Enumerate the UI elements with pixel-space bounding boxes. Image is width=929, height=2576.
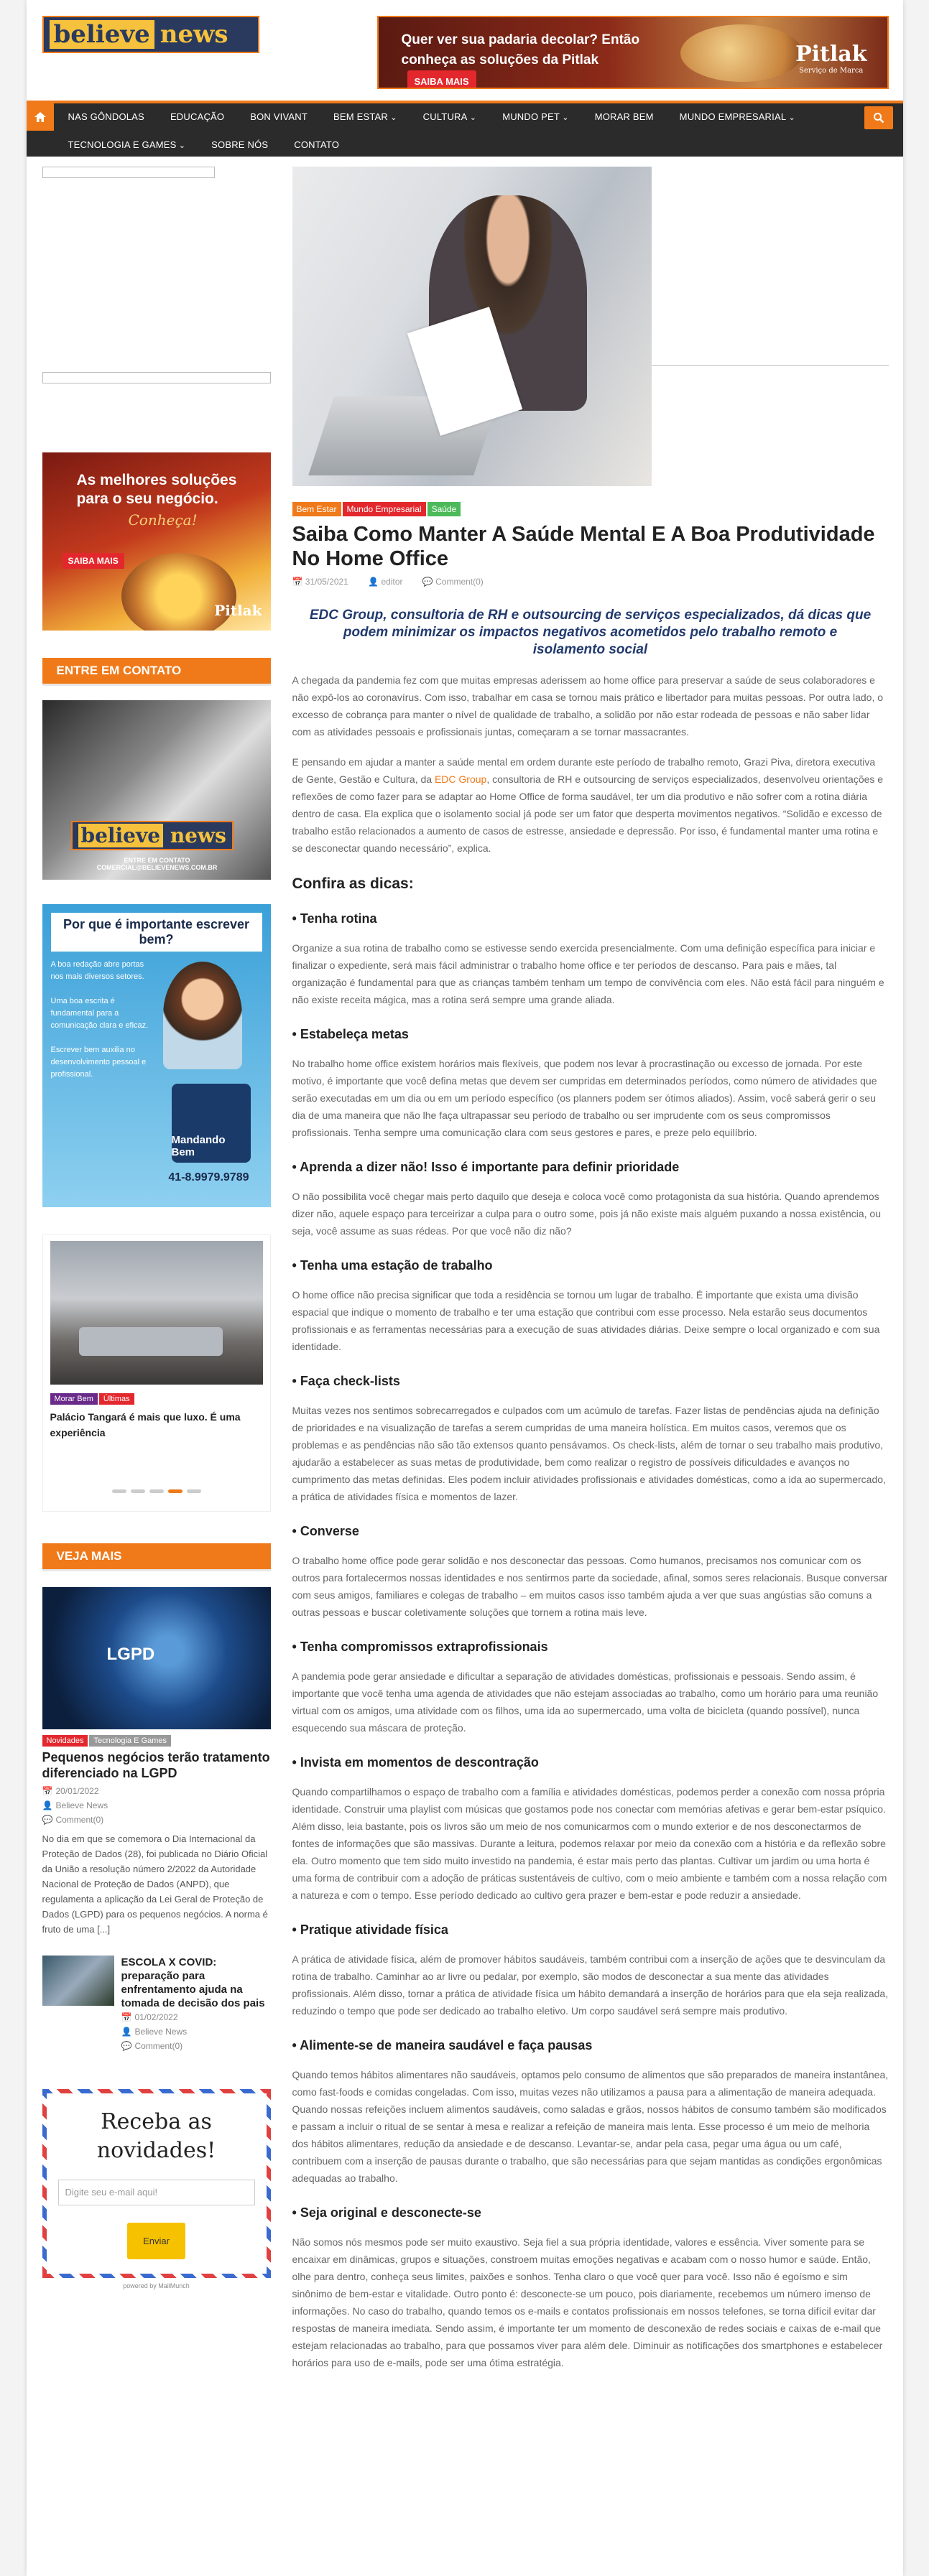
- small-post-thumb[interactable]: [42, 1956, 114, 2006]
- widget-title-contact: ENTRE EM CONTATO: [42, 658, 271, 686]
- article: [292, 167, 889, 2371]
- site-logo[interactable]: [42, 16, 259, 53]
- veja-excerpt: No dia em que se comemora o Dia Internacional da Proteção de Dados (28), foi publicada no Diário Oficial da União a resolução número 2/2022 da Autoridade Nacional de Proteção de Dados (ANPD), que regulamenta a aplicação da Lei Geral de Proteção de Dados (LGPD) para os pequenos negócios. A norma é fruto de uma [...]: [42, 1833, 268, 1935]
- posts-slider: [42, 1234, 271, 1512]
- main-nav: [27, 101, 903, 157]
- section-heading: • Pratique atividade física: [292, 1922, 889, 1938]
- article-title: Saiba Como Manter A Saúde Mental E A Boa Produtividade No Home Office: [292, 523, 875, 570]
- logo-word-believe: believe: [50, 20, 154, 49]
- tag-ultimas[interactable]: Últimas: [99, 1393, 134, 1405]
- article-hero-image: [292, 167, 652, 486]
- ad-title: As melhores soluções para o seu negócio.: [76, 472, 237, 507]
- section-paragraph: Organize a sua rotina de trabalho como se estivesse sendo exercida presencialmente. Com uma definição específica para iniciar e finalizar o expediente, será mais fácil administrar o trabalho home office e ter períodos de descanso. Para pais e mães, tal organização é fundamental para que as crianças também tenham um tempo de convivência com eles. Não está fácil para ninguém e não existe receita mágica, mas a rotina será sempre uma grande aliada.: [292, 942, 884, 1005]
- tag-saude[interactable]: Saúde: [427, 502, 461, 516]
- nav-item[interactable]: MUNDO EMPRESARIAL ⌄: [680, 103, 795, 131]
- slider-dots: [50, 1484, 263, 1497]
- tag-bem-estar[interactable]: Bem Estar: [292, 502, 341, 516]
- newsletter-submit-button[interactable]: Enviar: [127, 2223, 185, 2259]
- slider-dot[interactable]: [187, 1489, 201, 1493]
- veja-post-title[interactable]: Pequenos negócios terão tratamento diferenciado na LGPD: [42, 1750, 270, 1780]
- nav-item[interactable]: CULTURA ⌄: [423, 103, 477, 131]
- article-tags: [292, 502, 889, 516]
- slider-dot[interactable]: [149, 1489, 164, 1493]
- section-paragraph: Não somos nós mesmos pode ser muito exaustivo. Seja fiel a sua própria identidade, valores e essência. Viver somente para se encaixar em dinâmicas, grupos e situações, constroem muitas emoções negativas e acabam com o nosso humor e saúde. Então, olhe para dentro, conheça seus limites, paixões e sonhos. Tenha claro o que você quer para você. Isso não é egoísmo e sim sinônimo de bem-estar e vitalidade. Outro ponto é: desconecte-se um pouco, pois diariamente, recebemos um número imenso de informações. No caso do trabalho, quando temos os e-mails e contatos profissionais em nossos telefones, se torna difícil evitar dar respostas de maneira imediata. Sendo assim, é importante ter um momento de desconexão de redes sociais e caixas de e-mail que estejam relacionadas ao trabalho, para que possamos viver para além dele. Diminuir as notificações dos smartphones e estabelecer horários para uso de e-mails, pode ser uma ótima estratégia.: [292, 2236, 883, 2368]
- section-heading: • Invista em momentos de descontração: [292, 1755, 889, 1770]
- tag-morar-bem[interactable]: Morar Bem: [50, 1393, 98, 1405]
- small-post-comments[interactable]: 💬 Comment(0): [121, 2041, 183, 2051]
- banner-text: Quer ver sua padaria decolar? Então conheça as soluções da PitlakSAIBA MAIS: [402, 30, 646, 89]
- nav-item[interactable]: BEM ESTAR ⌄: [333, 103, 397, 131]
- section-heading: • Tenha uma estação de trabalho: [292, 1258, 889, 1273]
- tag-tecnologia[interactable]: Tecnologia E Games: [89, 1735, 171, 1747]
- nav-item[interactable]: BON VIVANT: [250, 111, 308, 122]
- section-paragraph: O trabalho home office pode gerar solidão e nos desconectar das pessoas. Como humanos, precisamos nos comunicar com os outros para fortalecermos nossas identidades e nos sentirmos parte da sociedade, afinal, somos seres relacionais. Busque conversar com seus amigos, familiares e colegas de trabalho – em muitos casos isso também ajuda a ver que suas angústias são comuns a outras pessoas e buscar coletivamente soluções que tornem a rotina mais leve.: [292, 1555, 888, 1618]
- small-post: [42, 1956, 271, 2053]
- section-heading: • Faça check-lists: [292, 1374, 889, 1389]
- search-icon[interactable]: [864, 106, 893, 129]
- banner-brand: Pitlak Serviço de Marca: [795, 42, 867, 75]
- section-heading: • Alimente-se de maneira saudável e faça pausas: [292, 2038, 889, 2053]
- header-ad-banner[interactable]: [377, 16, 889, 89]
- site-header: [27, 0, 903, 101]
- nav-item[interactable]: EDUCAÇÃO: [170, 111, 225, 122]
- nav-item[interactable]: CONTATO: [294, 139, 340, 150]
- article-author[interactable]: 👤 editor: [368, 577, 403, 587]
- section-paragraph: Quando temos hábitos alimentares não saudáveis, optamos pelo consumo de alimentos que são preparados de maneira instantânea, como fast-foods e comidas congeladas. Com isso, muitas vezes não utilizamos a pausa para a alimentação de maneira adequada. Quando nossas refeições incluem alimentos saudáveis, como saladas e grãos, nossos hábitos de consumo também são modificados e passam a incluir o ritual de se sentar à mesa e realizar a refeição de maneira mais lenta. Esse processo é um meio de melhoria dos hábitos alimentares, redução da ansiedade e de descanso. Levantar-se, andar pela casa, pegar uma água ou um café, contribuem com a inserção de pausas durante o trabalho, que são necessárias para que sejam mantidas as condições ergonômicas adequadas ao trabalho.: [292, 2069, 889, 2184]
- ad-cta[interactable]: SAIBA MAIS: [63, 553, 124, 569]
- tips-heading: Confira as dicas:: [292, 875, 414, 892]
- nav-item[interactable]: NAS GÔNDOLAS: [68, 111, 144, 122]
- section-paragraph: A pandemia pode gerar ansiedade e dificultar a separação de atividades domésticas, profissionais e pessoais. Sendo assim, é importante que você tenha uma agenda de atividades que não estejam associadas ao trabalho, como um horário para uma reunião virtual com os amigos, uma atividade com os filhos, uma ida ao supermercado, uma volta de bicicleta (quando possível), nunca esquecendo sua máscara de proteção.: [292, 1670, 879, 1734]
- ad2-brand: Mandando Bem: [172, 1084, 251, 1163]
- lgpd-image[interactable]: LGPD: [42, 1587, 271, 1729]
- sidebar-ad-pitlak[interactable]: [42, 452, 271, 631]
- contact-email: ENTRE EM CONTATO COMERCIAL@BELIEVENEWS.COM.BR: [96, 857, 218, 871]
- small-post-author[interactable]: 👤 Believe News: [121, 2027, 188, 2037]
- banner-cta[interactable]: SAIBA MAIS: [407, 70, 476, 89]
- section-paragraph: Quando compartilhamos o espaço de trabalho com a família e atividades domésticas, podemos perder a conexão com nossa própria identidade. Construir uma playlist com músicas que gostamos pode nos conectar com memórias afetivas e gerar bem-estar psíquico. Além disso, leia bastante, pois os livros são um meio de nos comunicarmos com o mundo exterior e de nos desconectarmos de fontes de informações que são massivas. Durante a leitura, podemos relaxar por meio da conexão com a história e da reflexão sobre ela. Outro momento que tem sido muito investido na pandemia, é estar mais perto das plantas. Cultivar um jardim ou uma horta é uma forma de contribuir com a adoção de práticas sustentáveis de cultivo, com o meio ambiente e também com a nossa relação com a natureza e com o tempo. Esse período dedicado ao cultivo gera prazer e bem-estar e pode reduzir a ansiedade.: [292, 1786, 887, 1901]
- paragraph: E pensando em ajudar a manter a saúde mental em ordem durante este período de trabalho remoto, Grazi Piva, diretora executiva de Gente, Gestão e Cultura, da EDC Group, consultoria de RH e outsourcing de serviços especializados, desenvolveu orientações e reflexões de como fazer para se adaptar ao Home Office de forma saudável, ter um dia produtivo e não sofrer com a rotina diária dentro de casa. Ela explica que o isolamento social já pode ser um fator que desperta movimentos negativos. “Solidão e excesso de trabalho estão relacionados a aumento de casos de estresse, ansiedade e depressão. Por isso, é fundamental manter uma rotina e se desconectar quando necessário”, explica.: [292, 756, 884, 854]
- broken-image-placeholder: [42, 167, 215, 178]
- logo-word-news: news: [160, 20, 228, 49]
- section-paragraph: Muitas vezes nos sentimos sobrecarregados e culpados com um acúmulo de tarefas. Fazer listas de pendências ajuda na definição de prioridades e na visualização de tarefas a serem cumpridas de uma maneira holística. Em muitos casos, veremos que os problemas e as pendências não são tão extensos quanto pensávamos. Os check-lists, além de tornar o seu trabalho mais produtivo, ajudarão a estabelecer as suas metas de produtividade, bem como realizar o registro de possíveis dificuldades e avanços no cumprimento das metas definidas. Eles podem incluir atividades profissionais e atividades domésticas, como a ida ao supermercado, a prática de atividades física e momentos de lazer.: [292, 1405, 886, 1502]
- slider-dot-active[interactable]: [168, 1489, 182, 1493]
- sidebar: [42, 167, 271, 2289]
- article-comments[interactable]: 💬 Comment(0): [422, 577, 484, 587]
- nav-item[interactable]: MUNDO PET ⌄: [502, 103, 569, 131]
- section-paragraph: No trabalho home office existem horários mais flexíveis, que podem nos levar à procrastinação ou excesso de jornada. Por este motivo, é importante que você defina metas que devem ser cumpridas em determinados períodos, como número de atividades que serão executadas em um dia ou em um período específico (os planners podem ser ótimos aliados). Assim, você saberá gerir o seu dia de uma maneira que não lhe faça ultrapassar seu período de trabalho ou ser imprudente com os seus compromissos profissionais. Tenha sempre uma comunicação clara com seus gestores e pares, e preze pelo equilíbrio.: [292, 1058, 877, 1138]
- bread-image: [680, 24, 803, 82]
- section-paragraph: O home office não precisa significar que toda a residência se tornou um lugar de trabalho. É importante que exista uma divisão espacial que indique o momento de trabalho e ter uma estação que contribui com esse processo. Nela estarão seus documentos profissionais e as ferramentas necessárias para a execução de suas atividades diárias. Deixe sempre o local organizado e com sua identidade.: [292, 1289, 880, 1352]
- section-paragraph: A prática de atividade física, além de promover hábitos saudáveis, também contribui com a inserção de ações que te desvinculam da rotina de trabalho. Caminhar ao ar livre ou pedalar, por exemplo, são modos de desconectar a sua mente das atividades profissionais. Além disso, tornar a prática de atividade física um hábito demandará a inserção de horários para que ela seja realizada, reduzindo o tempo que pode ser dedicado ao trabalho eletivo. Um corpo saudável será sempre mais produtivo.: [292, 1953, 889, 2017]
- post-date: 📅 20/01/2022: [42, 1786, 99, 1796]
- section-heading: • Aprenda a dizer não! Isso é importante para definir prioridade: [292, 1160, 889, 1175]
- contact-image[interactable]: [42, 700, 271, 880]
- ad2-phone: 41-8.9979.9789: [168, 1171, 249, 1184]
- nav-item[interactable]: SOBRE NÓS: [211, 139, 269, 150]
- paragraph: A chegada da pandemia fez com que muitas empresas aderissem ao home office para preservar a saúde de seus colaboradores e não expô-los ao coronavírus. Com isso, trabalhar em casa se tornou mais prático e libertador para muitas pessoas. Por outra lado, o excesso de cobrança para manter o nível de qualidade de trabalho, a solidão por não estar rodeada de pessoas e não saber lidar com as atividades pessoais e profissionais juntas, começaram a se tornar massacrantes.: [292, 674, 884, 738]
- section-heading: • Converse: [292, 1524, 889, 1539]
- nav-menu: [68, 103, 853, 159]
- ad2-text: A boa redação abre portas nos mais diversos setores. Uma boa escrita é fundamental para a comunicação clara e eficaz. Escrever bem auxilia no desenvolvimento pessoal e profissional.: [50, 960, 149, 1079]
- slider-dot[interactable]: [131, 1489, 145, 1493]
- small-post-date: 📅 01/02/2022: [121, 2012, 178, 2022]
- edc-group-link[interactable]: EDC Group: [434, 773, 487, 785]
- section-heading: • Estabeleça metas: [292, 1027, 889, 1042]
- broken-image-placeholder: [42, 372, 271, 383]
- ad-brand: Pitlak: [214, 602, 262, 619]
- slide-title[interactable]: Palácio Tangará é mais que luxo. É uma experiência: [50, 1411, 241, 1438]
- veja-tags: [42, 1734, 271, 1747]
- contact-logo: believe news: [71, 821, 234, 850]
- slide-image[interactable]: [50, 1241, 263, 1385]
- page: [27, 0, 903, 2576]
- small-post-title[interactable]: ESCOLA X COVID: preparação para enfrentamento ajuda na tomada de decisão dos pais: [121, 1956, 265, 2009]
- slider-dot[interactable]: [112, 1489, 126, 1493]
- article-date: 📅 31/05/2021: [292, 577, 348, 587]
- slide-tags: [50, 1392, 263, 1405]
- post-author[interactable]: 👤 Believe News: [42, 1800, 108, 1810]
- section-heading: • Seja original e desconecte-se: [292, 2205, 889, 2221]
- nav-item[interactable]: TECNOLOGIA E GAMES ⌄: [68, 131, 186, 159]
- girl-image: [163, 962, 242, 1069]
- home-icon[interactable]: [27, 103, 54, 131]
- tag-mundo-empresarial[interactable]: Mundo Empresarial: [343, 502, 426, 516]
- section-heading: • Tenha rotina: [292, 911, 889, 926]
- article-lead: EDC Group, consultoria de RH e outsourcing de serviços especializados, dá dicas que podem minimizar os impactos negativos acometidos pelo trabalho remoto e isolamento social: [309, 608, 872, 657]
- tag-novidades[interactable]: Novidades: [42, 1735, 88, 1747]
- powered-by[interactable]: powered by MailMunch: [123, 2282, 190, 2289]
- ad2-title: Por que é importante escrever bem?: [51, 913, 262, 952]
- section-heading: • Tenha compromissos extraprofissionais: [292, 1640, 889, 1655]
- post-comments[interactable]: 💬 Comment(0): [42, 1815, 104, 1825]
- newsletter-widget: [42, 2089, 271, 2278]
- ad-accent: Conheça!: [128, 511, 198, 529]
- newsletter-email-input[interactable]: Digite seu e-mail aqui!: [58, 2180, 255, 2205]
- nav-item[interactable]: MORAR BEM: [594, 111, 654, 122]
- widget-title-veja-mais: VEJA MAIS: [42, 1543, 271, 1571]
- section-paragraph: O não possibilita você chegar mais perto daquilo que deseja e coloca você como protagonista da sua história. Quando aprendemos dizer não, aquele espaço para terceirizar a culpa para o outro some, pois já não existe mais alguém puxando a nossa existência, ou seja, você assume as suas rédeas. Por que você não diz não?: [292, 1191, 881, 1237]
- newsletter-title: Receba as novidades!: [96, 2109, 216, 2163]
- article-meta: [292, 577, 889, 587]
- sidebar-ad-mandando-bem[interactable]: [42, 904, 271, 1207]
- article-body: [292, 671, 889, 2371]
